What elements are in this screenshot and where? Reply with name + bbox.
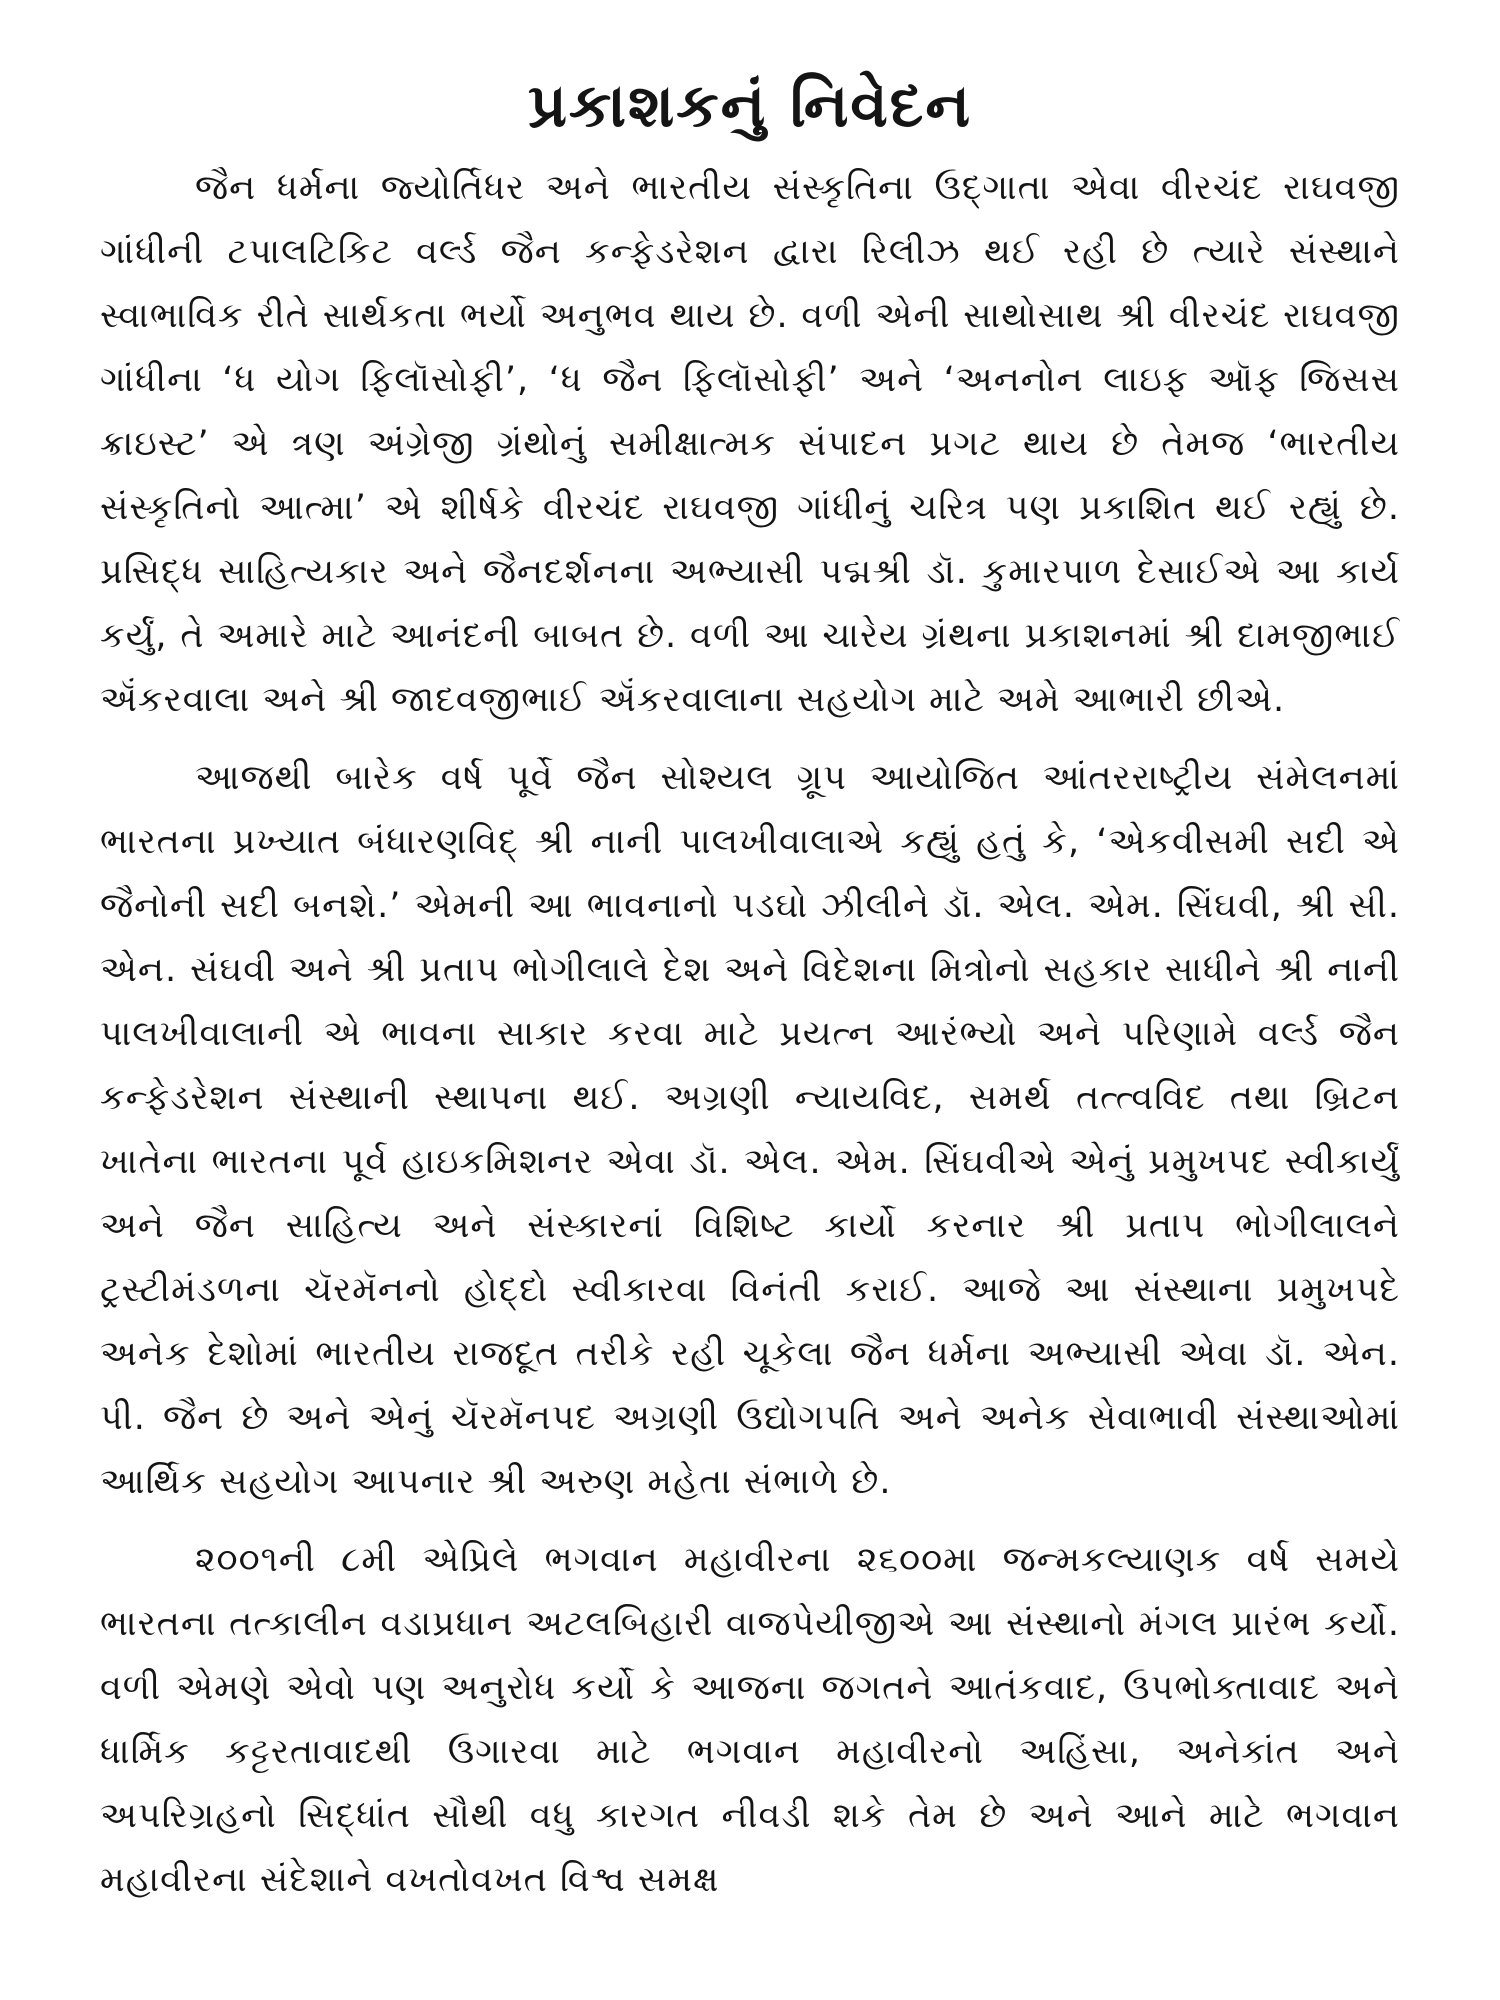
page-title: પ્રકાશકનું નિવેદન (527, 71, 973, 141)
paragraph-2: આજથી બારેક વર્ષ પૂર્વે જૈન સોશ્યલ ગ્રૂપ આયોજિત આંતરરાષ્ટ્રીય સંમેલનમાં ભારતના પ્રખ્યાત બંધારણવિદ્ શ્રી નાની પાલખીવાલાએ કહ્યું હતું કે, ‘એકવીસમી સદી એ જૈનોની સદી બનશે.’ એમની આ ભાવનાનો પડઘો ઝીલીને ડૉ. એલ. એમ. સિંઘવી, શ્રી સી. એન. સંઘવી અને શ્રી પ્રતાપ ભોગીલાલે દેશ અને વિદેશના મિત્રોનો સહકાર સાધીને શ્રી નાની પાલખીવાલાની એ ભાવના સાકાર કરવા માટે પ્રયત્ન આરંભ્યો અને પરિણામે વર્લ્ડ જૈન કન્ફેડરેશન સંસ્થાની સ્થાપના થઈ. અગ્રણી ન્યાયવિદ, સમર્થ તત્ત્વવિદ તથા બ્રિટન ખાતેના ભારતના પૂર્વ હાઇકમિશનર એવા ડૉ. એલ. એમ. સિંઘવીએ એનું પ્રમુખપદ સ્વીકાર્યું અને જૈન સાહિત્ય અને સંસ્કારનાં વિશિષ્ટ કાર્યો કરનાર શ્રી પ્રતાપ ભોગીલાલને ટ્રસ્ટીમંડળના ચૅરમૅનનો હોદ્દો સ્વીકારવા વિનંતી કરાઈ. આજે આ સંસ્થાના પ્રમુખપદે અનેક દેશોમાં ભારતીય રાજદૂત તરીકે રહી ચૂકેલા જૈન ધર્મના અભ્યાસી એવા ડૉ. એન. પી. જૈન છે અને એનું ચૅરમૅનપદ અગ્રણી ઉદ્યોગપતિ અને અનેક સેવાભાવી સંસ્થાઓમાં આર્થિક સહયોગ આપનાર શ્રી અરુણ મહેતા સંભાળે છે. (100, 758, 1400, 1502)
paragraph-1: જૈન ધર્મના જ્યોર્તિધર અને ભારતીય સંસ્કૃતિના ઉદ્‌ગાતા એવા વીરચંદ રાઘવજી ગાંધીની ટપાલટિકિટ વર્લ્ડ જૈન કન્ફેડરેશન દ્વારા રિલીઝ થઈ રહી છે ત્યારે સંસ્થાને સ્વાભાવિક રીતે સાર્થકતા ભર્યો અનુભવ થાય છે. વળી એની સાથોસાથ શ્રી વીરચંદ રાઘવજી ગાંધીના ‘ધ યોગ ફિલૉસોફી’, ‘ધ જૈન ફિલૉસોફી’ અને ‘અનનોન લાઇફ ઑફ જિસસ ક્રાઇસ્ટ’ એ ત્રણ અંગ્રેજી ગ્રંથોનું સમીક્ષાત્મક સંપાદન પ્રગટ થાય છે તેમજ ‘ભારતીય સંસ્કૃતિનો આત્મા’ એ શીર્ષકે વીરચંદ રાઘવજી ગાંધીનું ચરિત્ર પણ પ્રકાશિત થઈ રહ્યું છે. પ્રસિદ્ધ સાહિત્યકાર અને જૈનદર્શનના અભ્યાસી પદ્મશ્રી ડૉ. કુમારપાળ દેસાઈએ આ કાર્ય કર્યું, તે અમારે માટે આનંદની બાબત છે. વળી આ ચારેય ગ્રંથના પ્રકાશનમાં શ્રી દામજીભાઈ ઍંકરવાલા અને શ્રી જાદવજીભાઈ ઍંકરવાલાના સહયોગ માટે અમે આભારી છીએ. (100, 168, 1400, 720)
paragraph-3: ૨૦૦૧ની ૮મી એપ્રિલે ભગવાન મહાવીરના ૨૬૦૦મા જન્મકલ્યાણક વર્ષ સમયે ભારતના તત્કાલીન વડાપ્રધાન અટલબિહારી વાજપેયીજીએ આ સંસ્થાનો મંગલ પ્રારંભ કર્યો. વળી એમણે એવો પણ અનુરોધ કર્યો કે આજના જગતને આતંકવાદ, ઉપભોક્તાવાદ અને ધાર્મિક કટ્ટરતાવાદથી ઉગારવા માટે ભગવાન મહાવીરનો અહિંસા, અનેકાંત અને અપરિગ્રહનો સિદ્ધાંત સૌથી વધુ કારગત નીવડી શકે તેમ છે અને આને માટે ભગવાન મહાવીરના સંદેશાને વખતોવખત વિશ્વ સમક્ષ (100, 1540, 1400, 1900)
